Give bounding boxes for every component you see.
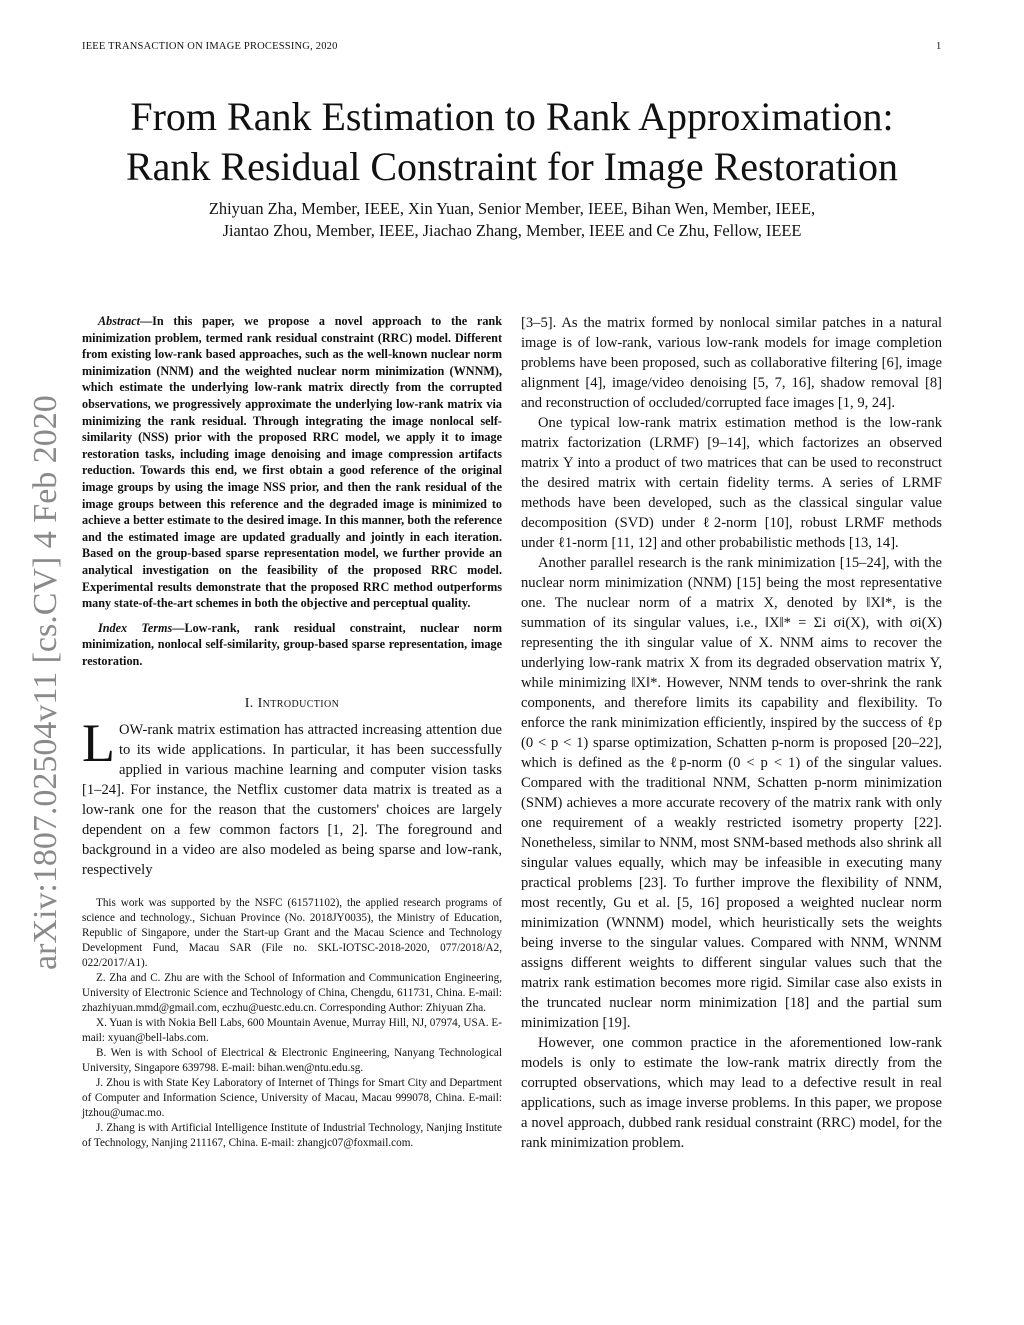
page-number: 1 (936, 41, 942, 52)
drop-cap: L (82, 713, 115, 774)
author-list (60, 198, 964, 242)
section-heading-introduction: I. Introduction (244, 696, 340, 712)
title-line-1: From Rank Estimation to Rank Approximation: (130, 94, 894, 139)
footnote-affiliation: J. Zhang is with Artificial Intelligence Institute of Industrial Technology, Nanjing Institute of Technology, Nanjing 211167, China. E-mail: zhangjc07@foxmail.com. (82, 1122, 502, 1150)
body-paragraph: [3–5]. As the matrix formed by nonlocal similar patches in a natural image is of low-rank, various low-rank models for image completion problems have been proposed, such as collaborative filtering [6], image alignment [4], image/video denoising [5, 7, 16], shadow removal [8] and reconstruction of occluded/corrupted face images [1, 9, 24]. (521, 315, 942, 411)
footnote-affiliation: J. Zhou is with State Key Laboratory of Internet of Things for Smart City and Department of Computer and Information Science, University of Macau, Macau 999078, China. E-mail: jtzhou@umac.mo. (82, 1077, 502, 1120)
right-column (521, 313, 942, 1153)
index-terms-label: Index Terms (98, 620, 173, 635)
arxiv-identifier[interactable]: arXiv:1807.02504v11 [cs.CV] 4 Feb 2020 (27, 395, 64, 970)
footnote-affiliation: X. Yuan is with Nokia Bell Labs, 600 Mountain Avenue, Murray Hill, NJ, 07974, USA. E-mail: xyuan@bell-labs.com. (82, 1017, 502, 1045)
left-column (82, 313, 502, 1151)
authors-line-2: Jiantao Zhou, Member, IEEE, Jiachao Zhang, Member, IEEE and Ce Zhu, Fellow, IEEE (222, 221, 802, 240)
footnote-funding: This work was supported by the NSFC (61571102), the applied research programs of science and technology., Sichuan Province (No. 2018JY0035), the Ministry of Education, Republic of Singapore, under the Start-up Grant and the Macau Science and Technology Development Fund, Macau SAR (File no. SKL-IOTSC-2018-2020, 077/2018/A2, 022/2017/A1). (82, 897, 502, 970)
body-paragraph: However, one common practice in the aforementioned low-rank models is only to estimate the low-rank matrix directly from the corrupted observations, which may lead to a defective result in real applications, such as image inverse problems. In this paper, we propose a novel approach, dubbed rank residual constraint (RRC) model, for the rank minimization problem. (521, 1035, 942, 1151)
abstract-label: Abstract (98, 314, 140, 328)
index-terms (82, 620, 502, 670)
title-line-2: Rank Residual Constraint for Image Restoration (125, 144, 899, 189)
body-paragraph: One typical low-rank matrix estimation method is the low-rank matrix factorization (LRMF) [9–14], which factorizes an observed matrix Y into a product of two matrices that can be used to reconstruct the desired matrix with certain fidelity terms. A series of LRMF methods have been developed, such as the classical singular value decomposition (SVD) under ℓ2-norm [10], robust LRMF methods under ℓ1-norm [11, 12] and other probabilistic methods [13, 14]. (521, 415, 942, 551)
body-paragraph: Another parallel research is the rank minimization [15–24], with the nuclear norm minimization (NNM) [15] being the most representative one. The nuclear norm of a matrix X, denoted by ‖X‖*, is the summation of its singular values, i.e., ‖X‖* = Σi σi(X), with σi(X) representing the ith singular value of X. NNM aims to recover the underlying low-rank matrix X from its degraded observation matrix Y, while minimizing ‖X‖*. However, NNM tends to over-shrink the rank components, and therefore limits its capability and flexibility. To enforce the rank minimization efficiently, inspired by the success of ℓp (0 < p < 1) sparse optimization, Schatten p-norm is proposed [20–22], which is defined as the ℓp-norm (0 < p < 1) of the singular values. Compared with the traditional NNM, Schatten p-norm minimization (SNM) achieves a more accurate recovery of the matrix rank with only one requirement of a weakly restricted isometry property [22]. Nonetheless, similar to NNM, most SNM-based methods also shrink all singular values equally, which may be infeasible in executing many practical problems [23]. To further improve the flexibility of NNM, most recently, Gu et al. [5, 16] proposed a weighted nuclear norm minimization (WNNM) model, which heuristically sets the weights being inverse to the singular values. Compared with NNM, WNNM assigns different weights to different singular values such that the matrix rank estimation becomes more rigid. Similar case also exists in the truncated nuclear norm minimization [18] and the partial sum minimization [19]. (521, 555, 942, 1031)
index-terms-text: —Low-rank, rank residual constraint, nuclear norm minimization, nonlocal self-similarity, group-based sparse representation, image restoration. (82, 620, 502, 668)
footnote-affiliation: Z. Zha and C. Zhu are with the School of Information and Communication Engineering, University of Electronic Science and Technology of China, Chengdu, 611731, China. E-mail: zhazhiyuan.mmd@gmail.com, eczhu@uestc.edu.cn. Corresponding Author: Zhiyuan Zha. (82, 972, 502, 1015)
intro-paragraph (82, 713, 502, 880)
abstract-text: —In this paper, we propose a novel approach to the rank minimization problem, termed rank residual constraint (RRC) model. Different from existing low-rank based approaches, such as the well-known nuclear norm minimization (NNM) and the weighted nuclear norm minimization (WNNM), which estimate the underlying low-rank matrix directly from the corrupted observations, we progressively approximate the underlying low-rank matrix via minimizing the rank residual. Through integrating the image nonlocal self-similarity (NSS) prior with the proposed RRC model, we apply it to image restoration tasks, including image denoising and image compression artifacts reduction. Towards this end, we first obtain a good reference of the original image groups by using the image NSS prior, and then the rank residual of the image groups between this reference and the degraded image is minimized to achieve a better estimate to the desired image. In this manner, both the reference and the estimated image are updated gradually and jointly in each iteration. Based on the group-based sparse representation model, we further provide an analytical investigation on the feasibility of the proposed RRC model. Experimental results demonstrate that the proposed RRC method outperforms many state-of-the-art schemes in both the objective and perceptual quality. (82, 314, 502, 611)
abstract (82, 313, 502, 612)
running-head: IEEE TRANSACTION ON IMAGE PROCESSING, 2020 (82, 41, 338, 52)
footnotes (82, 896, 502, 1151)
footnote-affiliation: B. Wen is with School of Electrical & Electronic Engineering, Nanyang Technological University, Singapore 639798. E-mail: bihan.wen@ntu.edu.sg. (82, 1047, 502, 1075)
paper-title (40, 92, 984, 192)
authors-line-1: Zhiyuan Zha, Member, IEEE, Xin Yuan, Senior Member, IEEE, Bihan Wen, Member, IEEE, (208, 199, 816, 218)
intro-paragraph-text: OW-rank matrix estimation has attracted increasing attention due to its wide applications. In particular, it has been successfully applied in various machine learning and computer vision tasks [1–24]. For instance, the Netflix customer data matrix is treated as a low-rank one for the reason that the customers' choices are largely dependent on a few common factors [1, 2]. The foreground and background in a video are also modeled as being sparse and low-rank, respectively (82, 722, 502, 879)
